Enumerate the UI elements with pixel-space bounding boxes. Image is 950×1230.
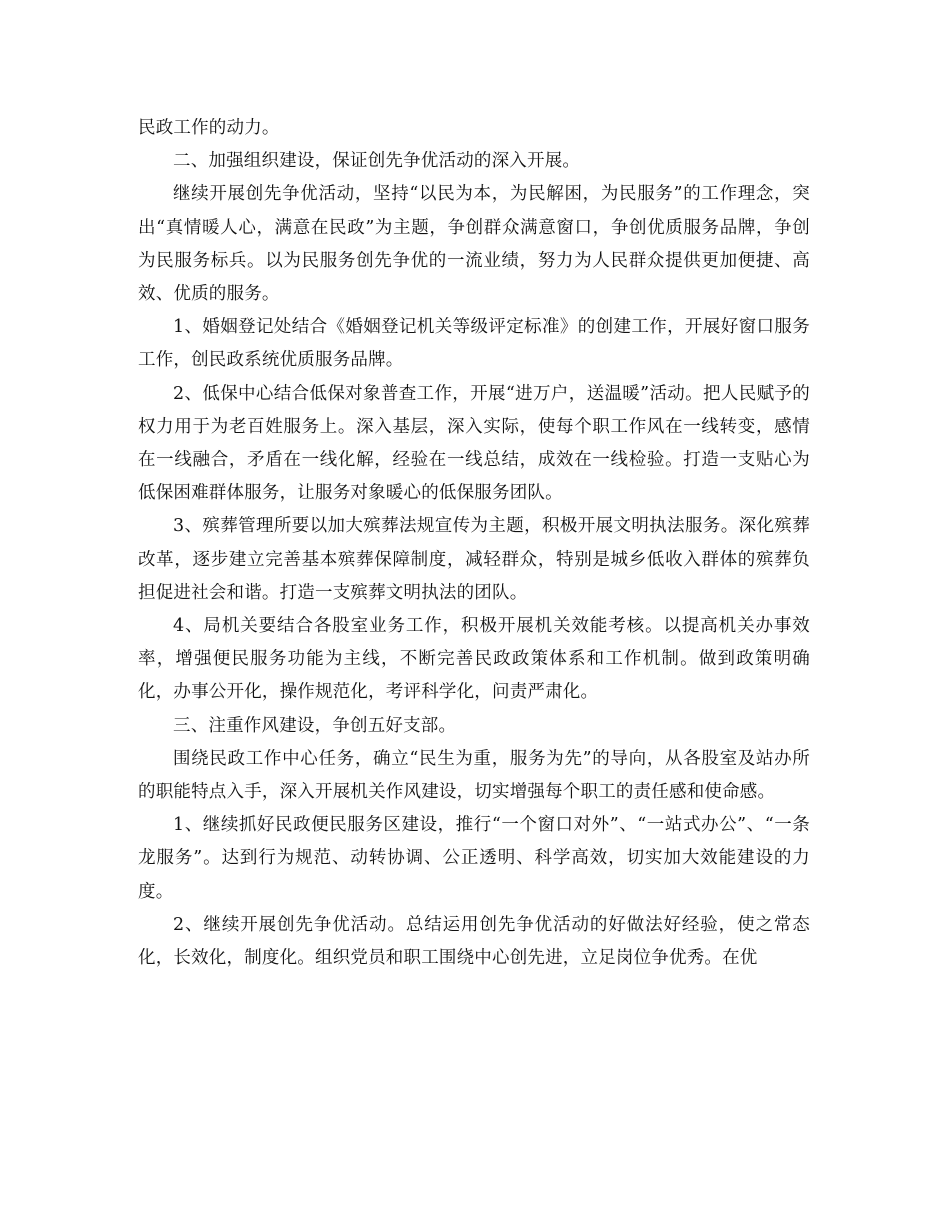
paragraph: 围绕民政工作中心任务，确立“民生为重，服务为先”的导向，从各股室及站办所的职能特点入手，深入开展机关作风建设，切实增强每个职工的责任感和使命感。 [138, 748, 810, 803]
list-item: 3、殡葬管理所要以加大殡葬法规宣传为主题，积极开展文明执法服务。深化殡葬改革，逐步建立完善基本殡葬保障制度，减轻群众，特别是城乡低收入群体的殡葬负担促进社会和谐。打造一支殡葬文明执法的团队。 [138, 516, 810, 603]
list-item: 4、局机关要结合各股室业务工作，积极开展机关效能考核。以提高机关办事效率，增强便民服务功能为主线，不断完善民政政策体系和工作机制。做到政策明确化，办事公开化，操作规范化，考评科学化，问责严肃化。 [138, 616, 810, 703]
document-body [138, 112, 810, 975]
section-heading: 三、注重作风建设，争创五好支部。 [173, 715, 457, 736]
list-item: 2、继续开展创先争优活动。总结运用创先争优活动的好做法好经验，使之常态化，长效化，制度化。组织党员和职工围绕中心创先进，立足岗位争优秀。在优 [138, 914, 810, 969]
paragraph: 民政工作的动力。 [138, 118, 280, 138]
list-item: 2、低保中心结合低保对象普查工作，开展“进万户，送温暖”活动。把人民赋予的权力用于为老百姓服务上。深入基层，深入实际，使每个职工作风在一线转变，感情在一线融合，矛盾在一线化解，经验在一线总结，成效在一线检验。打造一支贴心为低保困难群体服务，让服务对象暖心的低保服务团队。 [138, 383, 810, 504]
paragraph: 继续开展创先争优活动，坚持“以民为本，为民解困，为民服务”的工作理念，突出“真情暖人心，满意在民政”为主题，争创群众满意窗口，争创优质服务品牌，争创为民服务标兵。以为民服务创先争优的一流业绩，努力为人民群众提供更加便捷、高效、优质的服务。 [138, 184, 810, 305]
list-item: 1、婚姻登记处结合《婚姻登记机关等级评定标准》的创建工作，开展好窗口服务工作，创民政系统优质服务品牌。 [138, 317, 810, 371]
section-heading: 二、加强组织建设，保证创先争优活动的深入开展。 [173, 151, 581, 172]
list-item: 1、继续抓好民政便民服务区建设，推行“一个窗口对外”、“一站式办公”、“一条龙服务”。达到行为规范、动转协调、公正透明、科学高效，切实加大效能建设的力度。 [138, 815, 810, 902]
